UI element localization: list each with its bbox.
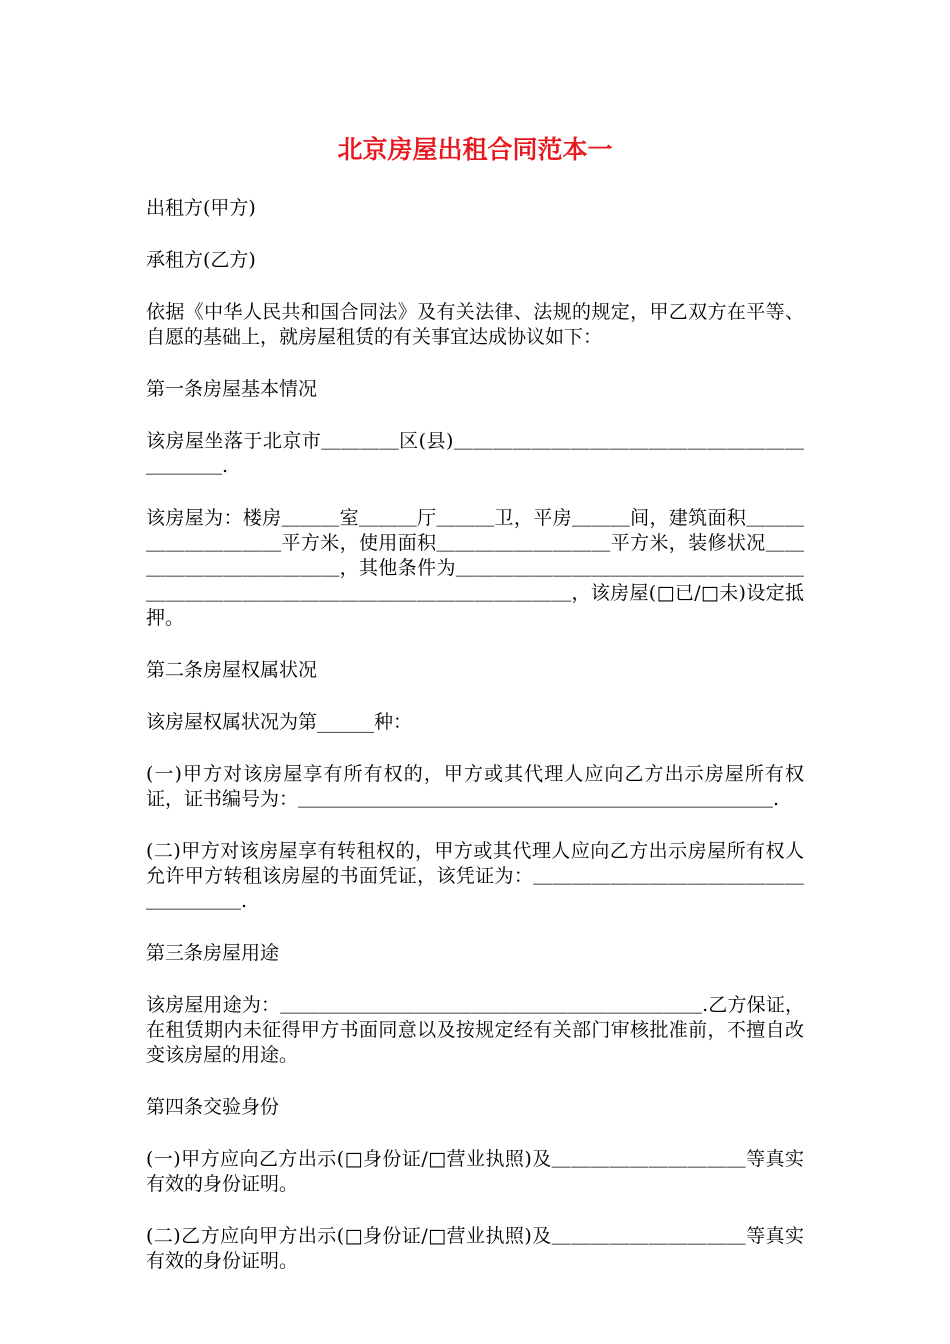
- paragraph-preamble: 依据《中华人民共和国合同法》及有关法律、法规的规定，甲乙双方在平等、自愿的基础上，就房屋租赁的有关事宜达成协议如下：: [146, 301, 804, 348]
- paragraph-identity-1: (一)甲方应向乙方出示(□身份证/□营业执照)及＿＿＿＿＿＿＿＿＿＿等真实有效的身份证明。: [146, 1148, 804, 1195]
- article-3-heading: 第三条房屋用途: [146, 942, 280, 964]
- paragraph-identity-2: (二)乙方应向甲方出示(□身份证/□营业执照)及＿＿＿＿＿＿＿＿＿＿等真实有效的身份证明。: [146, 1225, 804, 1272]
- article-1-heading: 第一条房屋基本情况: [146, 378, 318, 400]
- paragraph-house-details: 该房屋为：楼房＿＿＿室＿＿＿厅＿＿＿卫，平房＿＿＿间，建筑面积＿＿＿＿＿＿＿＿＿＿平方米，使用面积＿＿＿＿＿＿＿＿＿平方米，装修状况＿＿＿＿＿＿＿＿＿＿＿＿，其他条件为＿＿＿＿＿＿＿＿＿＿＿＿＿＿＿＿＿＿＿＿＿＿＿＿＿＿＿＿＿＿＿＿＿＿＿＿＿＿＿＿，该房屋(□已/□未)设定抵押。: [146, 507, 804, 629]
- paragraph-ownership-1: (一)甲方对该房屋享有所有权的，甲方或其代理人应向乙方出示房屋所有权证，证书编号为：＿＿＿＿＿＿＿＿＿＿＿＿＿＿＿＿＿＿＿＿＿＿＿＿＿.: [146, 763, 804, 810]
- article-2-heading: 第二条房屋权属状况: [146, 659, 318, 681]
- paragraph-usage: 该房屋用途为：＿＿＿＿＿＿＿＿＿＿＿＿＿＿＿＿＿＿＿＿＿＿.乙方保证，在租赁期内未征得甲方书面同意以及按规定经有关部门审核批准前，不擅自改变该房屋的用途。: [146, 994, 804, 1066]
- paragraph-lessor: 出租方(甲方): [146, 197, 256, 219]
- document-body: [146, 196, 804, 1274]
- paragraph-ownership-type: 该房屋权属状况为第______种：: [146, 711, 413, 733]
- paragraph-ownership-2: (二)甲方对该房屋享有转租权的，甲方或其代理人应向乙方出示房屋所有权人允许甲方转租该房屋的书面凭证，该凭证为：＿＿＿＿＿＿＿＿＿＿＿＿＿＿＿＿＿＿＿.: [146, 840, 804, 912]
- document-title: 北京房屋出租合同范本一: [337, 135, 613, 164]
- paragraph-lessee: 承租方(乙方): [146, 249, 256, 271]
- paragraph-location: 该房屋坐落于北京市＿＿＿＿区(县)＿＿＿＿＿＿＿＿＿＿＿＿＿＿＿＿＿＿＿＿＿＿.: [146, 430, 804, 477]
- article-4-heading: 第四条交验身份: [146, 1096, 280, 1118]
